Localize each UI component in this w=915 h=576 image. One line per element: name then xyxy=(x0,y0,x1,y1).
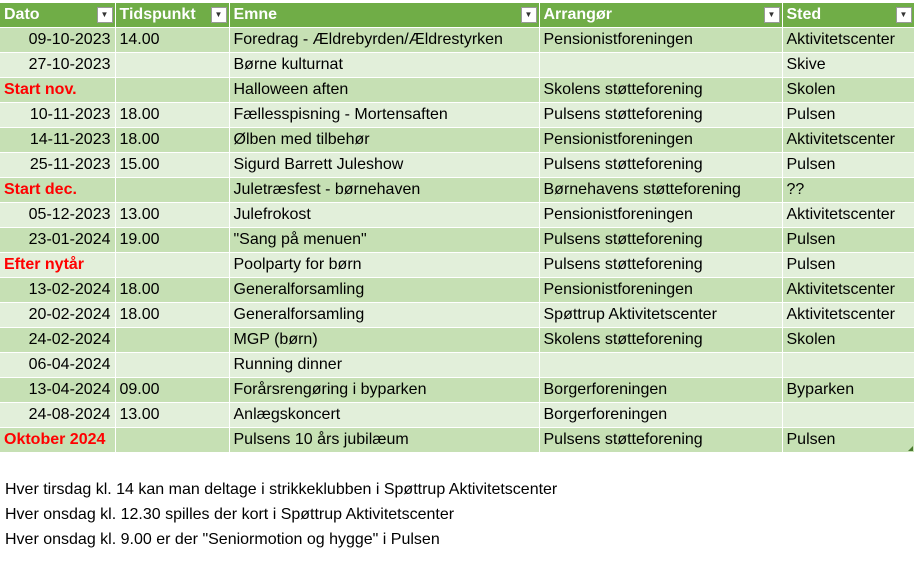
cell-arrangor[interactable]: Pulsens støtteforening xyxy=(539,253,782,278)
table-row xyxy=(0,53,914,78)
header-tidspunkt-label: Tidspunkt xyxy=(119,6,196,23)
cell-dato[interactable]: 27-10-2023 xyxy=(0,53,115,78)
cell-dato[interactable]: Start dec. xyxy=(0,178,115,203)
cell-sted[interactable]: Pulsen xyxy=(782,103,914,128)
cell-arrangor[interactable]: Skolens støtteforening xyxy=(539,328,782,353)
cell-sted[interactable]: Pulsen xyxy=(782,253,914,278)
cell-dato[interactable]: 05-12-2023 xyxy=(0,203,115,228)
table-row xyxy=(0,253,914,278)
header-dato[interactable] xyxy=(0,3,115,28)
cell-emne[interactable]: MGP (børn) xyxy=(229,328,539,353)
cell-tidspunkt[interactable]: 19.00 xyxy=(115,228,229,253)
table-row xyxy=(0,278,914,303)
cell-emne[interactable]: Julefrokost xyxy=(229,203,539,228)
cell-sted[interactable]: Skive xyxy=(782,53,914,78)
filter-sted-icon[interactable]: ▼ xyxy=(896,7,912,23)
cell-tidspunkt[interactable] xyxy=(115,253,229,278)
cell-dato[interactable]: 24-08-2024 xyxy=(0,403,115,428)
cell-dato[interactable]: 13-04-2024 xyxy=(0,378,115,403)
cell-sted[interactable]: Pulsen xyxy=(782,428,914,453)
cell-sted[interactable]: Pulsen xyxy=(782,153,914,178)
cell-sted[interactable] xyxy=(782,353,914,378)
cell-arrangor[interactable]: Pensionistforeningen xyxy=(539,278,782,303)
header-arrangor-label: Arrangør xyxy=(543,6,612,23)
table-row xyxy=(0,328,914,353)
table-row xyxy=(0,78,914,103)
cell-tidspunkt[interactable]: 14.00 xyxy=(115,28,229,53)
cell-emne[interactable]: "Sang på menuen" xyxy=(229,228,539,253)
cell-emne[interactable]: Børne kulturnat xyxy=(229,53,539,78)
cell-emne[interactable]: Juletræsfest - børnehaven xyxy=(229,178,539,203)
cell-dato[interactable]: Oktober 2024 xyxy=(0,428,115,453)
cell-arrangor[interactable] xyxy=(539,353,782,378)
cell-arrangor[interactable]: Pulsens støtteforening xyxy=(539,103,782,128)
cell-tidspunkt[interactable]: 18.00 xyxy=(115,278,229,303)
recurring-notes xyxy=(5,477,557,552)
table-resize-handle[interactable] xyxy=(908,446,913,451)
cell-emne[interactable]: Running dinner xyxy=(229,353,539,378)
filter-arrangor-icon[interactable]: ▼ xyxy=(764,7,780,23)
cell-emne[interactable]: Anlægskoncert xyxy=(229,403,539,428)
cell-emne[interactable]: Pulsens 10 års jubilæum xyxy=(229,428,539,453)
cell-tidspunkt[interactable]: 18.00 xyxy=(115,303,229,328)
header-arrangor[interactable] xyxy=(539,3,782,28)
filter-dato-icon[interactable]: ▼ xyxy=(97,7,113,23)
cell-tidspunkt[interactable]: 13.00 xyxy=(115,403,229,428)
cell-dato[interactable]: 10-11-2023 xyxy=(0,103,115,128)
cell-arrangor[interactable]: Borgerforeningen xyxy=(539,378,782,403)
note-line: Hver tirsdag kl. 14 kan man deltage i strikkeklubben i Spøttrup Aktivitetscenter xyxy=(5,481,558,498)
cell-emne[interactable]: Forårsrengøring i byparken xyxy=(229,378,539,403)
cell-tidspunkt[interactable] xyxy=(115,53,229,78)
cell-emne[interactable]: Sigurd Barrett Juleshow xyxy=(229,153,539,178)
cell-sted[interactable]: Skolen xyxy=(782,328,914,353)
cell-arrangor[interactable]: Pensionistforeningen xyxy=(539,203,782,228)
cell-dato[interactable]: 25-11-2023 xyxy=(0,153,115,178)
cell-arrangor[interactable]: Borgerforeningen xyxy=(539,403,782,428)
cell-dato[interactable]: 09-10-2023 xyxy=(0,28,115,53)
table-row xyxy=(0,103,914,128)
cell-sted[interactable]: Skolen xyxy=(782,78,914,103)
cell-dato[interactable]: Start nov. xyxy=(0,78,115,103)
header-sted[interactable] xyxy=(782,3,914,28)
cell-dato[interactable]: 13-02-2024 xyxy=(0,278,115,303)
cell-arrangor[interactable]: Pulsens støtteforening xyxy=(539,428,782,453)
table-row xyxy=(0,228,914,253)
cell-tidspunkt[interactable] xyxy=(115,428,229,453)
cell-sted[interactable]: Byparken xyxy=(782,378,914,403)
table-row xyxy=(0,153,914,178)
header-emne[interactable] xyxy=(229,3,539,28)
cell-sted[interactable]: Aktivitetscenter xyxy=(782,28,914,53)
cell-emne[interactable]: Halloween aften xyxy=(229,78,539,103)
cell-arrangor[interactable]: Pulsens støtteforening xyxy=(539,228,782,253)
table-row xyxy=(0,303,914,328)
cell-emne[interactable]: Poolparty for børn xyxy=(229,253,539,278)
cell-dato[interactable]: 14-11-2023 xyxy=(0,128,115,153)
header-tidspunkt[interactable] xyxy=(115,3,229,28)
cell-tidspunkt[interactable] xyxy=(115,328,229,353)
table-row xyxy=(0,203,914,228)
cell-emne[interactable]: Foredrag - Ældrebyrden/Ældrestyrken xyxy=(229,28,539,53)
cell-dato[interactable]: Efter nytår xyxy=(0,253,115,278)
cell-tidspunkt[interactable]: 09.00 xyxy=(115,378,229,403)
cell-sted[interactable] xyxy=(782,403,914,428)
header-emne-label: Emne xyxy=(233,6,278,23)
note-line: Hver onsdag kl. 12.30 spilles der kort i Spøttrup Aktivitetscenter xyxy=(5,506,455,523)
cell-emne[interactable]: Fællesspisning - Mortensaften xyxy=(229,103,539,128)
cell-arrangor[interactable]: Skolens støtteforening xyxy=(539,78,782,103)
filter-emne-icon[interactable]: ▼ xyxy=(521,7,537,23)
filter-tidspunkt-icon[interactable]: ▼ xyxy=(211,7,227,23)
cell-sted[interactable]: Aktivitetscenter xyxy=(782,278,914,303)
cell-tidspunkt[interactable]: 15.00 xyxy=(115,153,229,178)
events-table xyxy=(0,3,915,453)
cell-tidspunkt[interactable] xyxy=(115,78,229,103)
note-line: Hver onsdag kl. 9.00 er der "Seniormotion og hygge" i Pulsen xyxy=(5,531,440,548)
cell-arrangor[interactable]: Pensionistforeningen xyxy=(539,28,782,53)
cell-arrangor[interactable]: Pulsens støtteforening xyxy=(539,153,782,178)
header-row xyxy=(0,3,914,28)
cell-tidspunkt[interactable] xyxy=(115,178,229,203)
cell-tidspunkt[interactable]: 18.00 xyxy=(115,128,229,153)
header-dato-label: Dato xyxy=(4,6,40,23)
cell-arrangor[interactable]: Børnehavens støtteforening xyxy=(539,178,782,203)
table-row xyxy=(0,178,914,203)
cell-sted[interactable]: Aktivitetscenter xyxy=(782,303,914,328)
header-sted-label: Sted xyxy=(786,6,822,23)
cell-emne[interactable]: Ølben med tilbehør xyxy=(229,128,539,153)
cell-dato[interactable]: 20-02-2024 xyxy=(0,303,115,328)
cell-tidspunkt[interactable]: 13.00 xyxy=(115,203,229,228)
table-row xyxy=(0,28,914,53)
table-row xyxy=(0,403,914,428)
cell-sted[interactable]: Pulsen xyxy=(782,228,914,253)
cell-arrangor[interactable] xyxy=(539,53,782,78)
table-row xyxy=(0,353,914,378)
table-row xyxy=(0,428,914,453)
cell-dato[interactable]: 24-02-2024 xyxy=(0,328,115,353)
cell-emne[interactable]: Generalforsamling xyxy=(229,278,539,303)
cell-emne[interactable]: Generalforsamling xyxy=(229,303,539,328)
cell-dato[interactable]: 23-01-2024 xyxy=(0,228,115,253)
cell-tidspunkt[interactable] xyxy=(115,353,229,378)
cell-dato[interactable]: 06-04-2024 xyxy=(0,353,115,378)
table-row xyxy=(0,378,914,403)
cell-arrangor[interactable]: Spøttrup Aktivitetscenter xyxy=(539,303,782,328)
cell-sted[interactable]: Aktivitetscenter xyxy=(782,203,914,228)
cell-sted[interactable]: ?? xyxy=(782,178,914,203)
cell-arrangor[interactable]: Pensionistforeningen xyxy=(539,128,782,153)
table-row xyxy=(0,128,914,153)
cell-sted[interactable]: Aktivitetscenter xyxy=(782,128,914,153)
cell-tidspunkt[interactable]: 18.00 xyxy=(115,103,229,128)
events-table-body xyxy=(0,28,914,453)
